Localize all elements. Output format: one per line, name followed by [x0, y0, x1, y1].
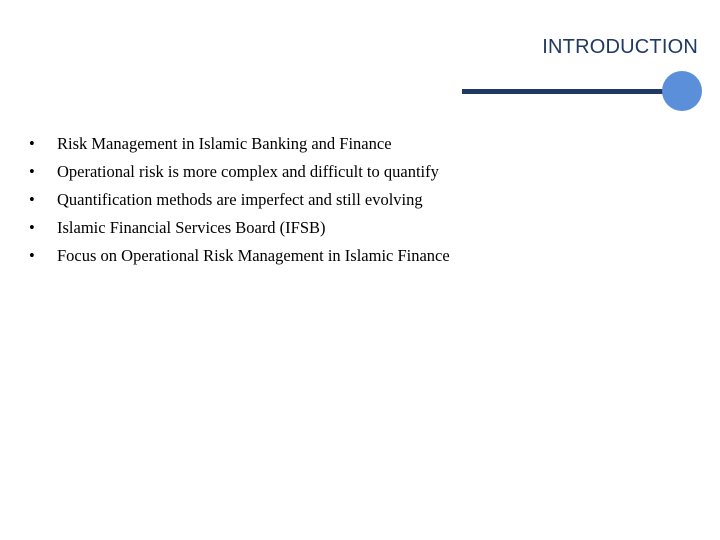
bullet-dot-icon: •: [29, 218, 35, 237]
bullet-text: Risk Management in Islamic Banking and Finance: [57, 134, 392, 153]
bullet-text: Islamic Financial Services Board (IFSB): [57, 218, 326, 237]
bullet-item: [24, 189, 450, 217]
title-accent-circle: [662, 71, 702, 111]
bullet-item: [24, 217, 450, 245]
bullet-dot-icon: •: [29, 162, 35, 181]
bullet-item: [24, 161, 450, 189]
bullet-list: [24, 133, 450, 273]
title-accent-bar: [462, 89, 672, 94]
bullet-text: Focus on Operational Risk Management in Islamic Finance: [57, 246, 450, 265]
bullet-dot-icon: •: [29, 246, 35, 265]
bullet-text: Operational risk is more complex and difficult to quantify: [57, 162, 439, 181]
bullet-dot-icon: •: [29, 190, 35, 209]
slide-title: INTRODUCTION: [542, 36, 698, 58]
bullet-item: [24, 133, 450, 161]
bullet-text: Quantification methods are imperfect and still evolving: [57, 190, 423, 209]
bullet-dot-icon: •: [29, 134, 35, 153]
bullet-item: [24, 245, 450, 273]
